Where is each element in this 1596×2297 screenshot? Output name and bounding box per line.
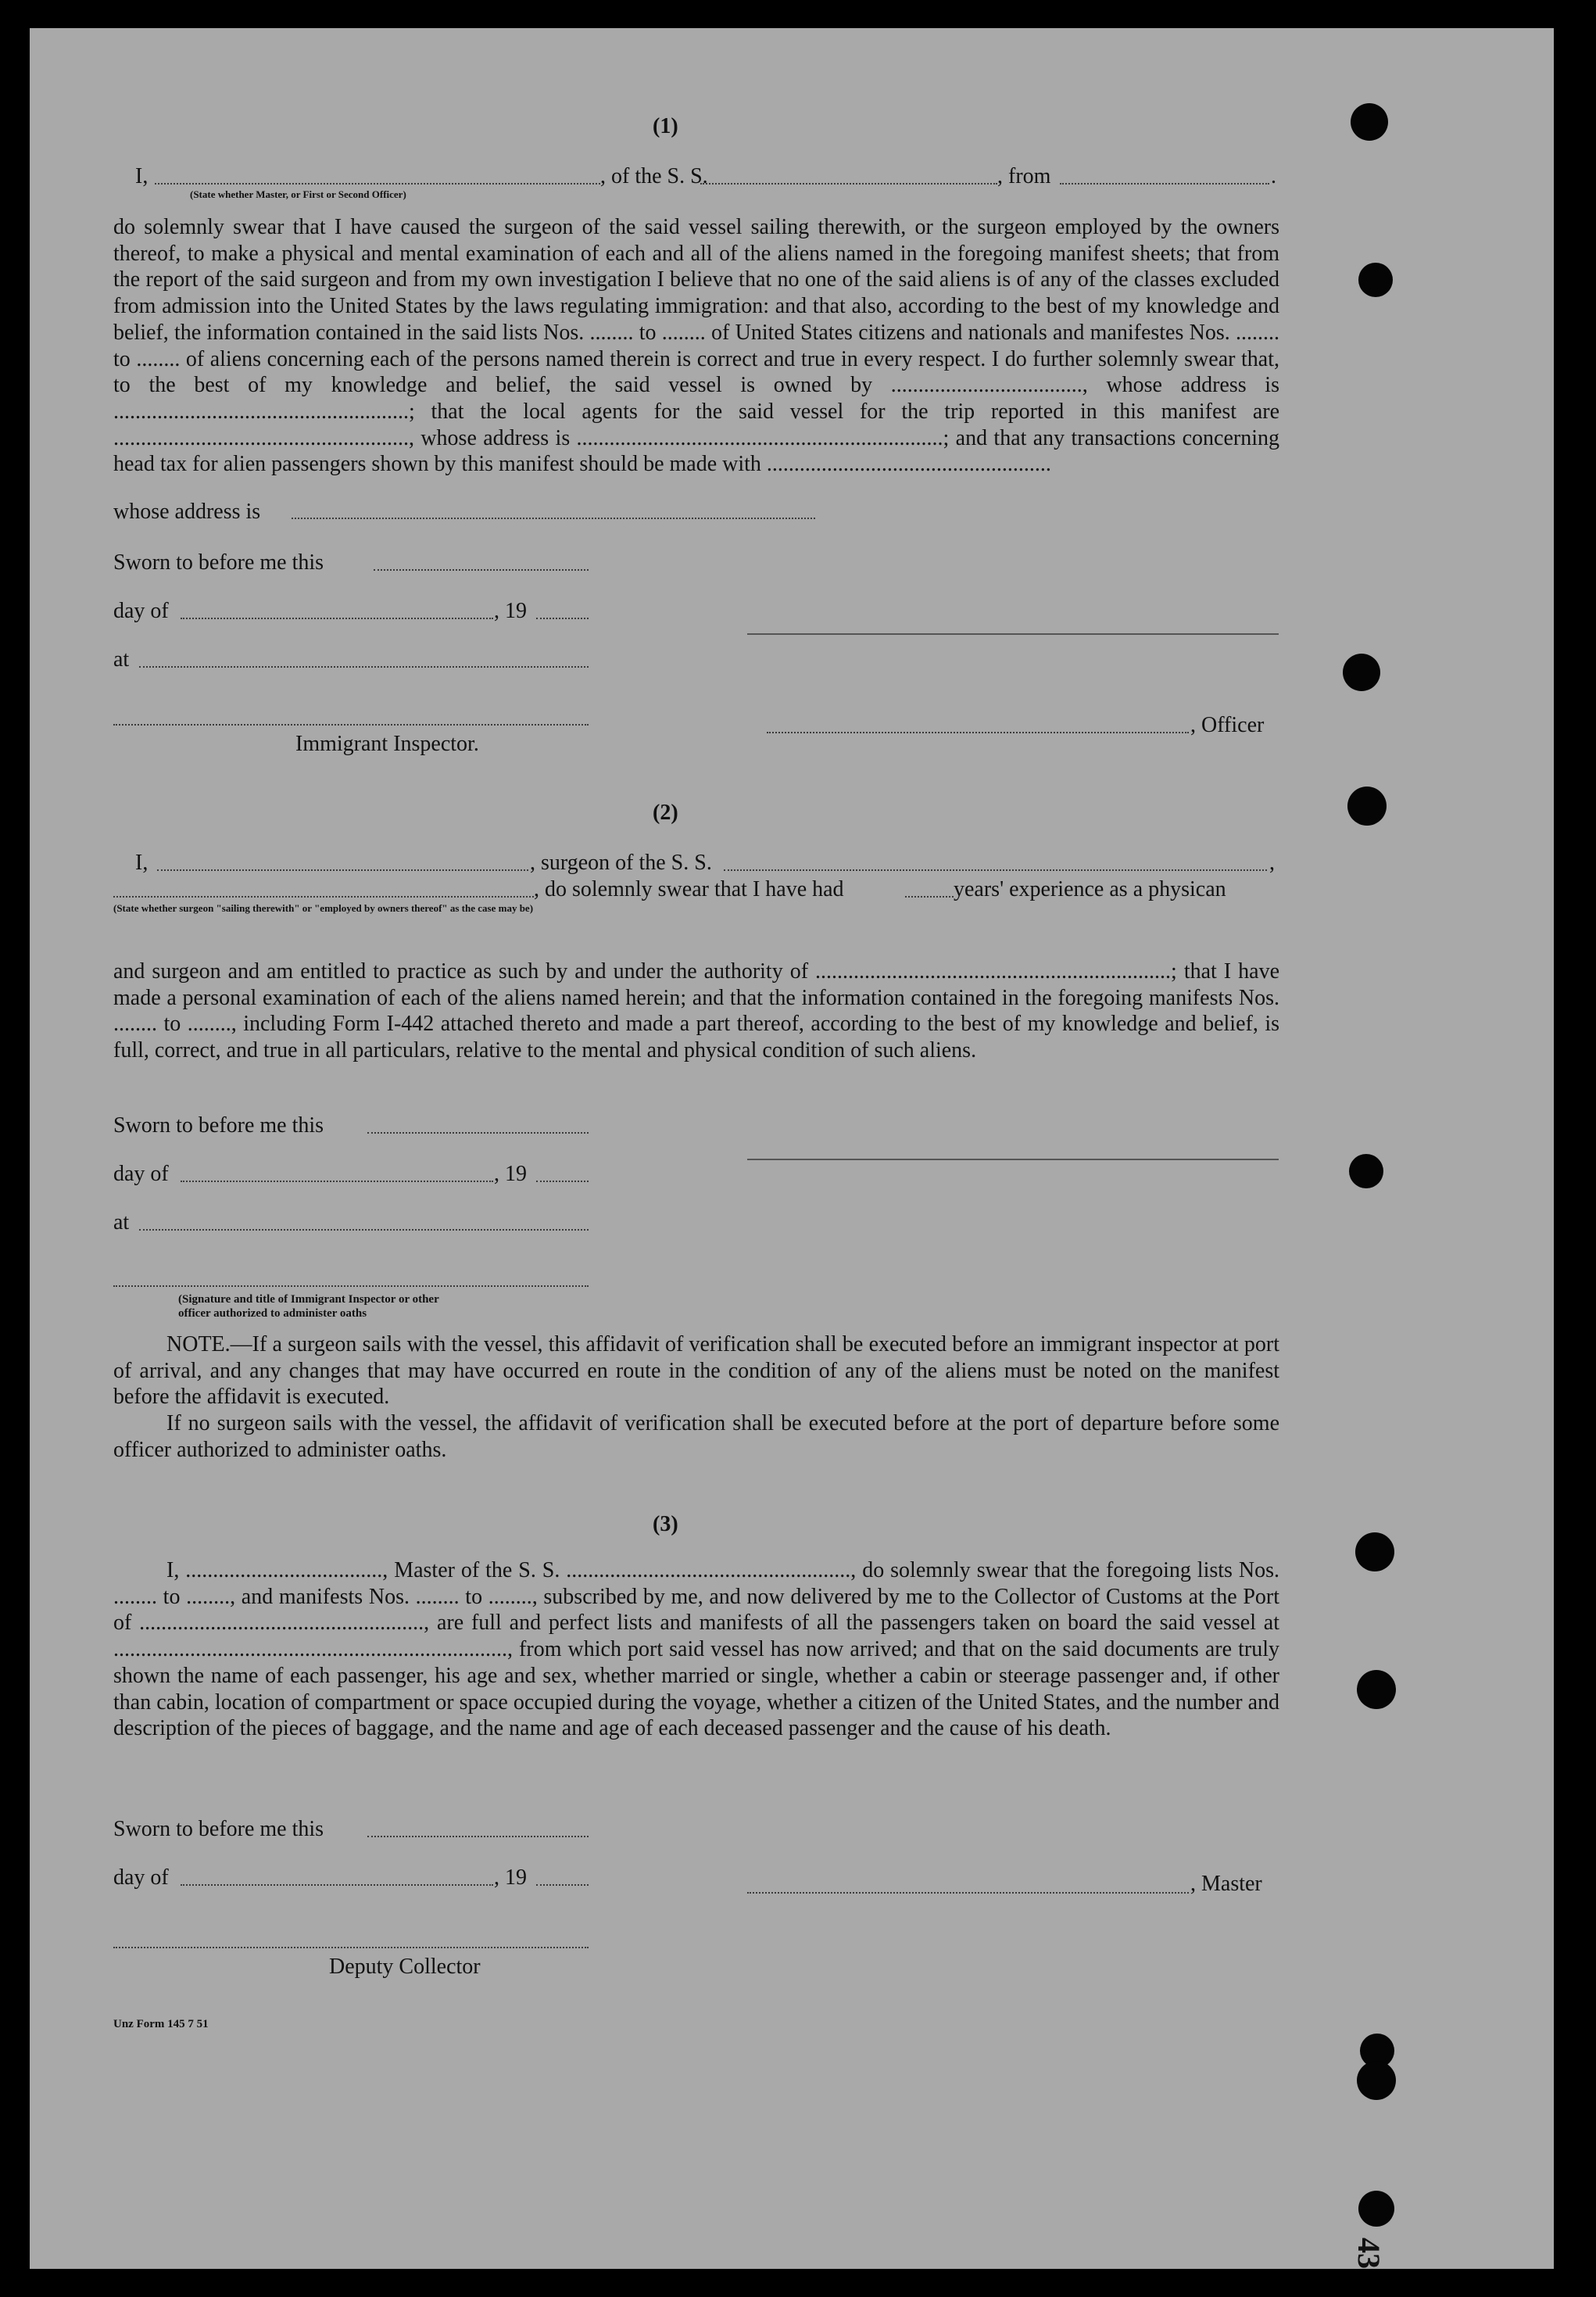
at-label-2: at bbox=[113, 1210, 130, 1235]
section-3-text: I, ...................................., Master of the S. S. ...................................................., do solemnly swear that the foregoing lists Nos. ........ to ........, and manifests Nos. ........ to ........, subscribed by me, and now delivered by me to the Collector of Customs at the Port of ...................................................., are full and perfect lists and manifests of all the passengers taken on board the said vessel at ........................................................................, from which port said vessel has now arrived; and that on the said documents are truly shown the name of each passenger, his age and sex, whether married or single, whether a cabin or steerage passenger and, if other than cabin, location of compartment or space occupied during the voyage, whether a citizen of the United States, and the number and description of the pieces of baggage, and the name and age of each deceased passenger and the cause of his death. bbox=[113, 1558, 1279, 1741]
surgeon-status-field[interactable] bbox=[113, 896, 534, 898]
whose-address-label: whose address is bbox=[113, 500, 261, 524]
master-signature-field[interactable] bbox=[747, 1892, 1189, 1894]
surgeon-name-field[interactable] bbox=[157, 869, 528, 871]
punch-hole bbox=[1351, 103, 1388, 141]
month-field-1[interactable] bbox=[181, 618, 493, 619]
years-experience-label: years' experience as a physican bbox=[954, 877, 1226, 901]
note-paragraph-2: If no surgeon sails with the vessel, the affidavit of verification shall be executed before at the port of departure before some officer authorized to administer oaths. bbox=[113, 1411, 1279, 1462]
years-field[interactable] bbox=[905, 896, 954, 898]
punch-hole bbox=[1349, 1154, 1383, 1188]
section-1-text: do solemnly swear that I have caused the surgeon of the said vessel sailing therewith, or the surgeon employed by the owners thereof, to make a physical and mental examination of each and all of the aliens named in the foregoing manifest sheets; that from the report of the said surgeon and from my own investigation I believe that no one of the said aliens is of any of the classes excluded from admission into the United States by the laws regulating immigration: and that also, according to the best of my knowledge and belief, the information contained in the said lists Nos. ........ to ........ of United States citizens and nationals and manifestes Nos. ........ to ........ of aliens concerning each of the persons named therein is correct and true in every respect. I do further solemnly swear that, to the best of my knowledge and belief, the said vessel is owned by ..................................., whose address is ......................................................; that the local agents for the said vessel for the trip reported in this manifest are ......................................................, whose address is ...................................................................; and that any transactions concerning head tax for alien passengers shown by this manifest should be made with .................................................... bbox=[113, 215, 1279, 477]
punch-hole bbox=[1357, 2061, 1396, 2100]
master-name-field[interactable] bbox=[155, 183, 600, 185]
punch-hole bbox=[1343, 654, 1380, 691]
punch-hole bbox=[1347, 787, 1387, 826]
officer-label: , Officer bbox=[1190, 713, 1265, 737]
day-of-label-3: day of bbox=[113, 1865, 169, 1890]
page-number: 43 bbox=[1351, 2238, 1387, 2269]
month-field-3[interactable] bbox=[181, 1884, 493, 1886]
master-label: , Master bbox=[1190, 1872, 1262, 1896]
sworn-label-3: Sworn to before me this bbox=[113, 1817, 324, 1841]
at-field-1[interactable] bbox=[139, 666, 589, 668]
from-label: , from bbox=[997, 164, 1051, 188]
year-field-1[interactable] bbox=[536, 618, 589, 619]
form-id: Unz Form 145 7 51 bbox=[113, 2018, 209, 2030]
sworn-day-field-2[interactable] bbox=[367, 1132, 589, 1134]
day-of-label-2: day of bbox=[113, 1162, 169, 1186]
whose-address-field[interactable] bbox=[292, 518, 815, 519]
punch-hole bbox=[1358, 263, 1393, 297]
sworn-label-2: Sworn to before me this bbox=[113, 1113, 324, 1138]
surgeon-state-note: (State whether surgeon "sailing therewith" or "employed by owners thereof" as the case may be) bbox=[113, 902, 534, 914]
note-paragraph-1: NOTE.—If a surgeon sails with the vessel, this affidavit of verification shall be executed before an immigrant inspector at port of arrival, and any changes that may have occurred en route in the condition of any of the aliens must be noted on the manifest before the affidavit is executed. bbox=[113, 1332, 1279, 1410]
year-field-2[interactable] bbox=[536, 1181, 589, 1182]
authorizing-officer-signature-field[interactable] bbox=[113, 1285, 589, 1287]
surgeon-signature-line[interactable] bbox=[747, 1159, 1279, 1160]
day-of-label-1: day of bbox=[113, 599, 169, 623]
from-port-field[interactable] bbox=[1060, 183, 1269, 185]
punch-hole bbox=[1358, 2191, 1394, 2227]
officer-signature-line[interactable] bbox=[747, 633, 1279, 635]
year-prefix-1: , 19 bbox=[494, 599, 527, 623]
section-2-number: (2) bbox=[653, 801, 678, 825]
inspector-signature-field[interactable] bbox=[113, 724, 589, 726]
sworn-day-field-1[interactable] bbox=[374, 569, 589, 571]
punch-hole bbox=[1357, 1670, 1396, 1709]
at-field-2[interactable] bbox=[139, 1229, 589, 1231]
section-2-i-label: I, bbox=[135, 851, 149, 875]
section-3-paragraph bbox=[113, 1557, 1279, 1742]
section-2-paragraph bbox=[113, 959, 1279, 1064]
note-block bbox=[113, 1331, 1279, 1464]
year-prefix-3: , 19 bbox=[494, 1865, 527, 1890]
signature-note-1: (Signature and title of Immigrant Inspector or other bbox=[178, 1293, 439, 1306]
sworn-day-field-3[interactable] bbox=[367, 1836, 589, 1837]
comma: , bbox=[1269, 851, 1275, 875]
section-1-number: (1) bbox=[653, 114, 678, 138]
at-label-1: at bbox=[113, 647, 130, 672]
section-1-i-label: I, bbox=[135, 164, 149, 188]
year-prefix-2: , 19 bbox=[494, 1162, 527, 1186]
surgeon-vessel-field[interactable] bbox=[724, 869, 1267, 871]
period: . bbox=[1271, 164, 1276, 188]
year-field-3[interactable] bbox=[536, 1884, 589, 1886]
punch-hole bbox=[1355, 1532, 1394, 1571]
month-field-2[interactable] bbox=[181, 1181, 493, 1182]
vessel-name-field[interactable] bbox=[700, 183, 997, 185]
sworn-label-1: Sworn to before me this bbox=[113, 550, 324, 575]
deputy-signature-field[interactable] bbox=[113, 1947, 589, 1948]
signature-note-2: officer authorized to administer oaths bbox=[178, 1307, 367, 1320]
officer-name-field[interactable] bbox=[767, 732, 1189, 733]
surgeon-of-label: , surgeon of the S. S. bbox=[530, 851, 712, 875]
form-page bbox=[30, 28, 1554, 2269]
state-note: (State whether Master, or First or Second Officer) bbox=[190, 188, 406, 200]
section-3-number: (3) bbox=[653, 1512, 678, 1536]
swear-line: , do solemnly swear that I have had bbox=[534, 877, 844, 901]
section-1-paragraph bbox=[113, 214, 1279, 478]
of-ss-label: , of the S. S. bbox=[600, 164, 708, 188]
inspector-label: Immigrant Inspector. bbox=[295, 732, 479, 756]
section-2-text: and surgeon and am entitled to practice as such by and under the authority of .................................................................; that I have made a personal examination of each of the aliens named herein; and that the information contained in the foregoing manifests Nos. ........ to ........, including Form I-442 attached thereto and made a part thereof, according to the best of my knowledge and belief, is full, correct, and true in all particulars, relative to the mental and physical condition of such aliens. bbox=[113, 959, 1279, 1063]
deputy-label: Deputy Collector bbox=[329, 1955, 481, 1979]
